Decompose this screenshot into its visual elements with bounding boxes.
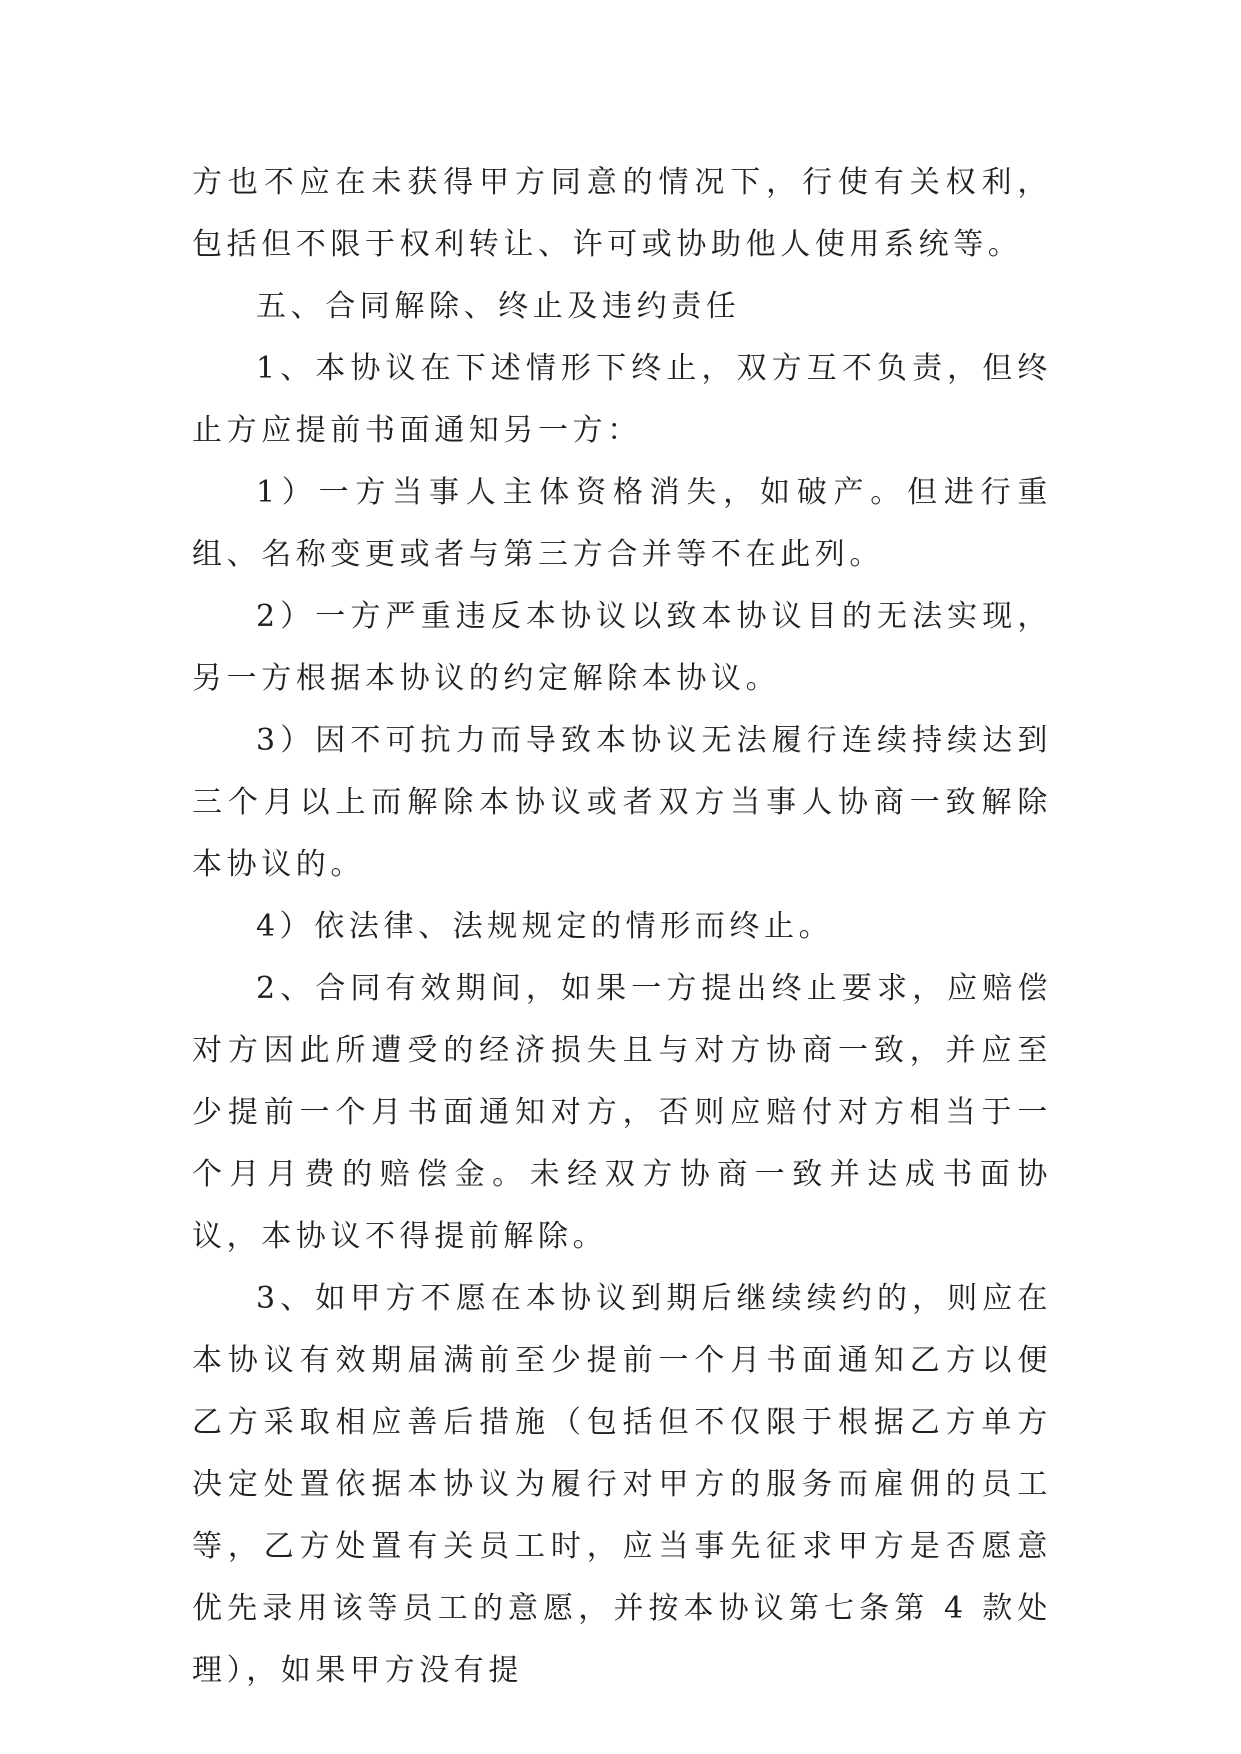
clause-1-item-2: 2）一方严重违反本协议以致本协议目的无法实现，另一方根据本协议的约定解除本协议。: [192, 599, 1052, 696]
paragraph-rights-continuation: 方也不应在未获得甲方同意的情况下，行使有关权利，包括但不限于权利转让、许可或协助他人使用系统等。: [192, 165, 1052, 262]
clause-1-item-1: 1）一方当事人主体资格消失，如破产。但进行重组、名称变更或者与第三方合并等不在此列。: [192, 475, 1052, 572]
section-heading-termination: 五、合同解除、终止及违约责任: [256, 289, 741, 324]
clause-1-item-3: 3）因不可抗力而导致本协议无法履行连续持续达到三个月以上而解除本协议或者双方当事人协商一致解除本协议的。: [192, 723, 1052, 882]
document-body: [192, 152, 1052, 1702]
clause-2-early-termination: 2、合同有效期间，如果一方提出终止要求，应赔偿对方因此所遭受的经济损失且与对方协商一致，并应至少提前一个月书面通知对方，否则应赔付对方相当于一个月月费的赔偿金。未经双方协商一致并达成书面协议，本协议不得提前解除。: [192, 971, 1052, 1254]
clause-3-non-renewal: 3、如甲方不愿在本协议到期后继续续约的，则应在本协议有效期届满前至少提前一个月书面通知乙方以便乙方采取相应善后措施（包括但不仅限于根据乙方单方决定处置依据本协议为履行对甲方的服务而雇佣的员工等，乙方处置有关员工时，应当事先征求甲方是否愿意优先录用该等员工的意愿，并按本协议第七条第 4 款处理），如果甲方没有提: [192, 1281, 1052, 1688]
clause-1-item-4: 4）依法律、法规规定的情形而终止。: [256, 909, 834, 944]
clause-1-termination: 1、本协议在下述情形下终止，双方互不负责，但终止方应提前书面通知另一方：: [192, 351, 1052, 448]
